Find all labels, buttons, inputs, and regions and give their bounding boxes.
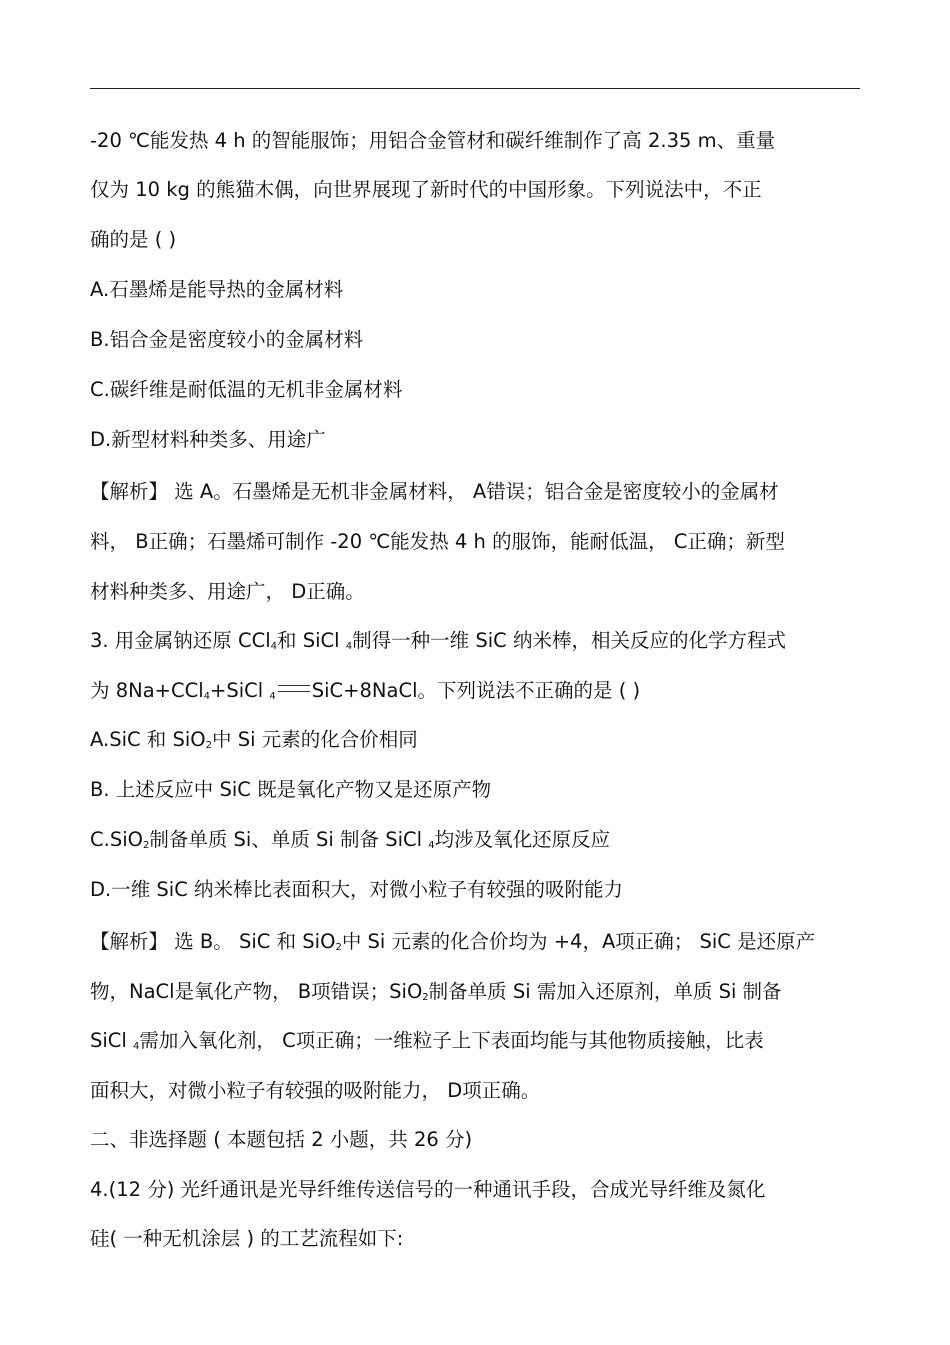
text-segment: 制得一种一维 SiC 纳米棒，相关反应的化学方程式 xyxy=(352,629,786,652)
analysis-line-3: 材料种类多、用途广， D正确。 xyxy=(90,580,365,603)
analysis-3-line-2 xyxy=(90,979,782,1011)
option-a: A.石墨烯是能导热的金属材料 xyxy=(90,278,344,301)
subscript: 2 xyxy=(422,992,429,1003)
question-4-line-2: 硅( 一种无机涂层 ) 的工艺流程如下: xyxy=(90,1227,404,1250)
subscript: 2 xyxy=(205,740,213,751)
question-3-option-a xyxy=(90,727,418,759)
text-segment: 为 8Na+CCl xyxy=(90,679,204,702)
text-line-3: 确的是 ( ) xyxy=(90,228,177,251)
text-segment: 和 SiCl xyxy=(277,629,346,652)
subscript: 2 xyxy=(335,942,342,953)
reaction-equals-sign xyxy=(278,685,310,692)
question-4-line-1: 4.(12 分) 光纤通讯是光导纤维传送信号的一种通讯手段，合成光导纤维及氮化 xyxy=(90,1178,766,1201)
subscript: 4 xyxy=(133,1041,140,1052)
text-segment: 均涉及氧化还原反应 xyxy=(434,828,611,851)
section-heading: 二、非选择题 ( 本题包括 2 小题，共 26 分) xyxy=(90,1128,473,1151)
subscript: 4 xyxy=(345,641,353,652)
text-segment: 3. 用金属钠还原 CCl xyxy=(90,629,271,652)
analysis-3-line-1 xyxy=(90,929,815,961)
text-segment: 制备单质 Si、单质 Si 制备 SiCl xyxy=(149,828,429,851)
option-b: B.铝合金是密度较小的金属材料 xyxy=(90,328,364,351)
text-line-2: 仅为 10 kg 的熊猫木偶，向世界展现了新时代的中国形象。下列说法中，不正 xyxy=(90,178,762,201)
text-segment: 中 Si 元素的化合价均为 +4，A项正确； SiC 是还原产 xyxy=(341,930,816,953)
question-3-option-d: D.一维 SiC 纳米棒比表面积大，对微小粒子有较强的吸附能力 xyxy=(90,878,624,901)
analysis-3-line-4: 面积大，对微小粒子有较强的吸附能力， D项正确。 xyxy=(90,1079,541,1102)
text-segment: 【解析】 选 B。 SiC 和 SiO xyxy=(90,930,336,953)
analysis-3-line-3 xyxy=(90,1028,764,1060)
text-segment: 需加入氧化剂， C项正确；一维粒子上下表面均能与其他物质接触，比表 xyxy=(139,1029,764,1052)
subscript: 4 xyxy=(428,840,435,851)
text-segment: SiCl xyxy=(90,1029,134,1052)
analysis-line-2: 料， B正确；石墨烯可制作 -20 ℃能发热 4 h 的服饰，能耐低温， C正确；新型 xyxy=(90,530,785,553)
text-segment: +SiCl xyxy=(210,679,270,702)
option-c: C.碳纤维是耐低温的无机非金属材料 xyxy=(90,378,403,401)
subscript: 4 xyxy=(203,691,211,702)
question-3-equation-line xyxy=(90,678,640,710)
text-segment: 物，NaCl是氧化产物， B项错误；SiO xyxy=(90,980,423,1003)
text-segment: 制备单质 Si 需加入还原剂，单质 Si 制备 xyxy=(428,980,782,1003)
text-segment: A.SiC 和 SiO xyxy=(90,728,206,751)
question-3-option-b: B. 上述反应中 SiC 既是氧化产物又是还原产物 xyxy=(90,778,492,801)
question-3-line-1 xyxy=(90,628,786,660)
analysis-line-1: 【解析】 选 A。石墨烯是无机非金属材料， A错误；铝合金是密度较小的金属材 xyxy=(90,480,779,503)
question-3-option-c xyxy=(90,827,610,859)
header-rule xyxy=(90,88,860,89)
text-line-1: -20 ℃能发热 4 h 的智能服饰；用铝合金管材和碳纤维制作了高 2.35 m、重量 xyxy=(90,129,776,152)
option-d: D.新型材料种类多、用途广 xyxy=(90,428,326,451)
subscript: 2 xyxy=(142,840,150,851)
subscript: 4 xyxy=(269,691,276,702)
text-segment: 中 Si 元素的化合价相同 xyxy=(212,728,418,751)
subscript: 4 xyxy=(270,641,278,652)
text-segment: SiC+8NaCl。下列说法不正确的是 ( ) xyxy=(311,679,641,702)
text-segment: C.SiO xyxy=(90,828,143,851)
